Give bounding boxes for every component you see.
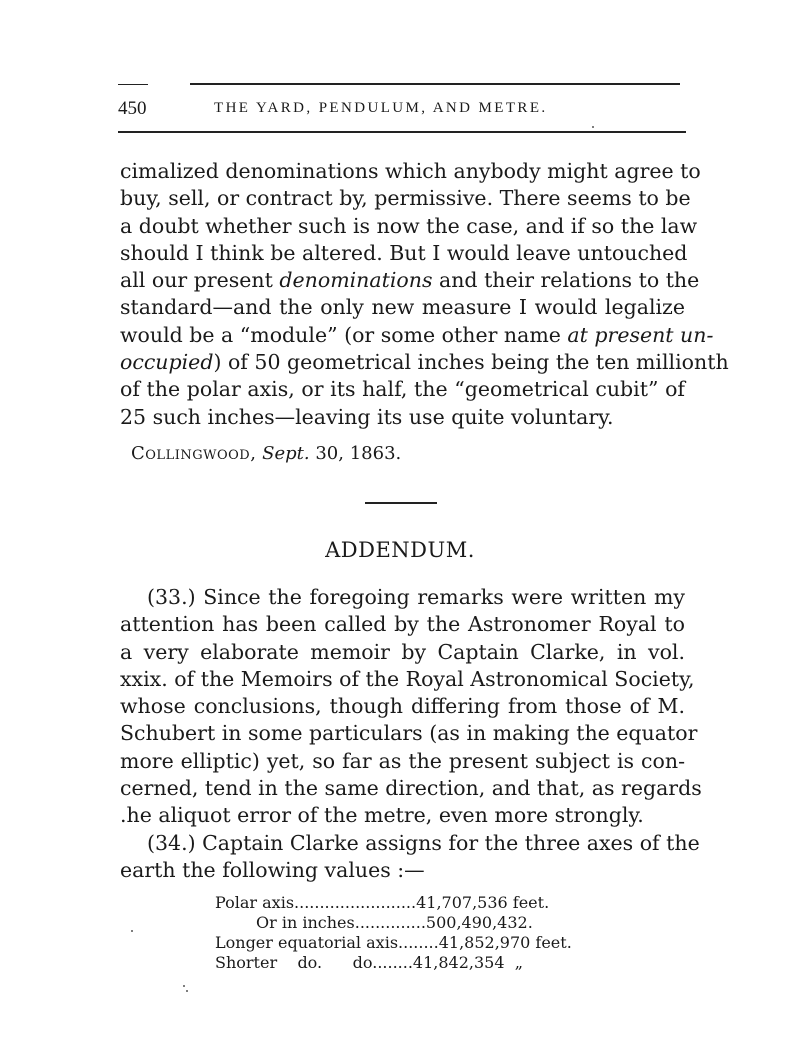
text-line: Schubert in some particulars (as in making the equator — [120, 721, 698, 746]
body-paragraph-33 — [120, 584, 702, 830]
text-line-with-italic: all our present denominations and their relations to the — [120, 268, 700, 293]
table-row: Shorter do. do........41,842,354 „ — [215, 953, 523, 972]
axes-values-table — [215, 893, 572, 973]
body-paragraph-1 — [120, 158, 729, 431]
signature-month: Sept. — [262, 443, 310, 464]
text-line: of the polar axis, or its half, the “geometrical cubit” of — [120, 377, 685, 402]
body-paragraph-34 — [120, 830, 700, 885]
signature-date: 30, 1863. — [315, 443, 402, 464]
table-row: Or in inches..............500,490,432. — [256, 913, 533, 932]
text-line: a very elaborate memoir by Captain Clarke, in vol. — [120, 639, 685, 664]
text-line: .he aliquot error of the metre, even more strongly. — [120, 803, 644, 828]
scan-speck — [183, 985, 185, 987]
table-row: Longer equatorial axis........41,852,970 feet. — [215, 933, 572, 952]
text-line: more elliptic) yet, so far as the present subject is con- — [120, 748, 685, 773]
header-rule — [118, 131, 686, 133]
text-line: cerned, tend in the same direction, and that, as regards — [120, 776, 702, 801]
text-line: attention has been called by the Astronomer Royal to — [120, 612, 685, 637]
top-rule-dashes-left — [118, 84, 148, 85]
text-line: cimalized denominations which anybody might agree to — [120, 159, 701, 183]
page-number: 450 — [118, 98, 147, 119]
scan-speck — [131, 930, 133, 932]
section-divider — [365, 502, 437, 504]
table-row: Polar axis........................41,707,536 feet. — [215, 893, 550, 912]
text-line: should I think be altered. But I would leave untouched — [120, 240, 688, 265]
text-line-with-italic: would be a “module” (or some other name at present un- — [120, 322, 714, 347]
text-line: earth the following values :— — [120, 858, 425, 883]
page-header — [118, 98, 688, 122]
text-line: xxix. of the Memoirs of the Royal Astronomical Society, — [120, 666, 695, 691]
text-line: buy, sell, or contract by, permissive. There seems to be — [120, 186, 691, 211]
text-line: whose conclusions, though differing from those of M. — [120, 694, 685, 719]
text-line: a doubt whether such is now the case, and if so the law — [120, 213, 698, 238]
text-line: (34.) Captain Clarke assigns for the three axes of the — [147, 831, 700, 855]
top-rule — [190, 83, 680, 85]
signature-line — [131, 443, 401, 464]
addendum-heading: ADDENDUM. — [325, 538, 475, 562]
text-line-with-italic: occupied) of 50 geometrical inches being the ten millionth — [120, 350, 729, 375]
text-line: standard—and the only new measure I would legalize — [120, 295, 685, 320]
signature-place: Collingwood, — [131, 443, 257, 464]
scan-speck — [186, 990, 188, 992]
header-dot — [592, 126, 594, 128]
text-line: (33.) Since the foregoing remarks were written my — [147, 585, 685, 609]
running-title: THE YARD, PENDULUM, AND METRE. — [214, 100, 548, 116]
text-line: 25 such inches—leaving its use quite voluntary. — [120, 404, 614, 429]
